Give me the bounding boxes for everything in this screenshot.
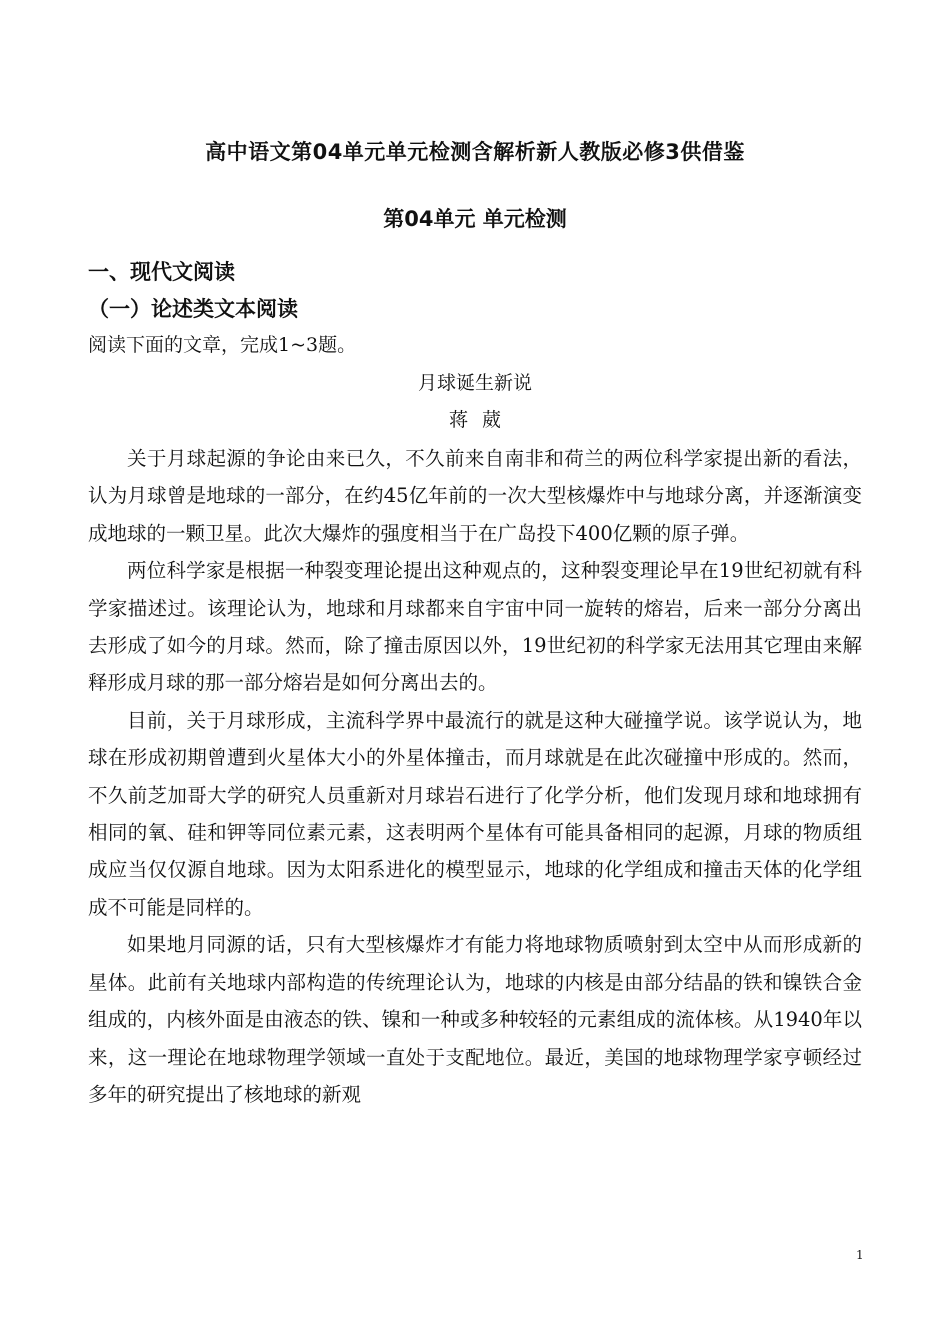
article-paragraph: 两位科学家是根据一种裂变理论提出这种观点的，这种裂变理论早在19世纪初就有科学家描述过。该理论认为，地球和月球都来自宇宙中同一旋转的熔岩，后来一部分分离出去形成了如今的月球。然而，除了撞击原因以外，19世纪初的科学家无法用其它理由来解释形成月球的那一部分熔岩是如何分离出去的。 [88,559,862,695]
subsection-heading: （一）论述类文本阅读 [88,297,298,321]
article-title: 月球诞生新说 [417,372,532,394]
article-author: 蒋葳 [448,409,515,431]
article-paragraph: 关于月球起源的争论由来已久，不久前来自南非和荷兰的两位科学家提出新的看法，认为月球曾是地球的一部分，在约45亿年前的一次大型核爆炸中与地球分离，并逐渐演变成地球的一颗卫星。此次大爆炸的强度相当于在广岛投下400亿颗的原子弹。 [88,447,862,545]
document-title: 高中语文第04单元单元检测含解析新人教版必修3供借鉴 [205,140,745,164]
page-number: 1 [856,1248,864,1262]
section-heading: 一、现代文阅读 [88,260,235,284]
unit-title: 第04单元 单元检测 [383,207,567,231]
reading-instruction: 阅读下面的文章，完成1~3题。 [88,334,357,356]
article-paragraph: 目前，关于月球形成，主流科学界中最流行的就是这种大碰撞学说。该学说认为，地球在形成初期曾遭到火星体大小的外星体撞击，而月球就是在此次碰撞中形成的。然而，不久前芝加哥大学的研究人员重新对月球岩石进行了化学分析，他们发现月球和地球拥有相同的氧、硅和钾等同位素元素，这表明两个星体有可能具备相同的起源，月球的物质组成应当仅仅源自地球。因为太阳系进化的模型显示，地球的化学组成和撞击天体的化学组成不可能是同样的。 [88,708,862,919]
article-paragraph: 如果地月同源的话，只有大型核爆炸才有能力将地球物质喷射到太空中从而形成新的星体。此前有关地球内部构造的传统理论认为，地球的内核是由部分结晶的铁和镍铁合金组成的，内核外面是由液态的铁、镍和一种或多种较轻的元素组成的流体核。从1940年以来，这一理论在地球物理学领域一直处于支配地位。最近，美国的地球物理学家亨顿经过多年的研究提出了核地球的新观 [88,933,862,1106]
article-body [88,440,862,1113]
